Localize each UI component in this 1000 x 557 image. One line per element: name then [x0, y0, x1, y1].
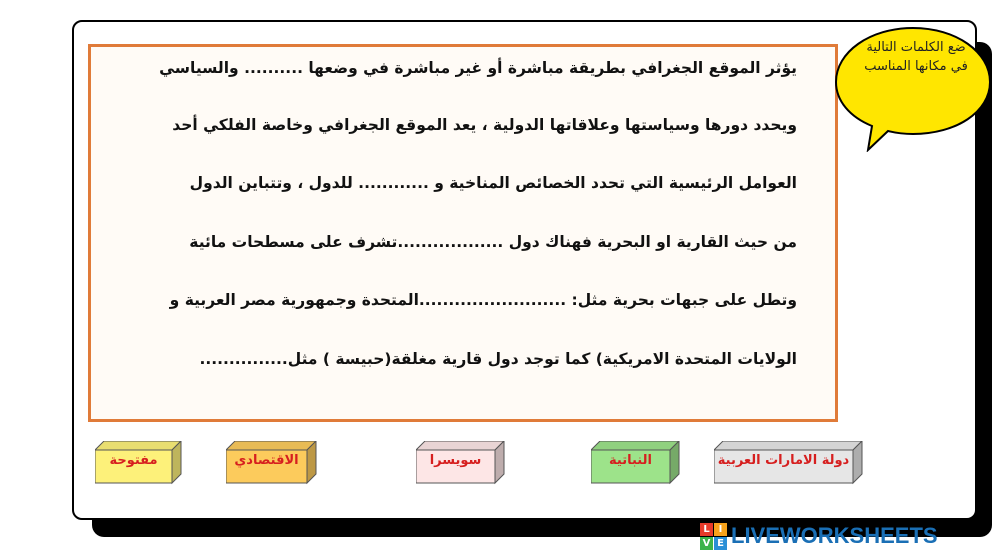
passage-line-1: يؤثر الموقع الجغرافي بطريقة مباشرة أو غير مباشرة في وضعها .......... والسياسي [159, 59, 797, 77]
instruction-speech-bubble [828, 22, 998, 152]
logo-letter-i: I [714, 523, 727, 536]
logo-badge-icon [700, 523, 727, 550]
passage-box [88, 44, 838, 422]
word-chip-label: النباتية [609, 453, 652, 468]
passage-line-4: من حيث القارية او البحرية فهناك دول ..................تشرف على مسطحات مائية [189, 233, 797, 251]
passage-line-2: ويحدد دورها وسياستها وعلاقاتها الدولية ، يعد الموقع الجغرافي وخاصة الفلكي أحد [172, 116, 797, 134]
word-chip-label: مفتوحة [109, 453, 158, 468]
logo-text: LIVEWORKSHEETS [731, 523, 938, 548]
word-chip-3[interactable] [416, 441, 504, 485]
word-chip-4[interactable] [591, 441, 679, 485]
passage-line-6: الولايات المتحدة الامريكية) كما توجد دول قارية مغلقة(حبيسة ) مثل............... [199, 350, 797, 368]
instruction-text: ضع الكلمات التالية في مكانها المناسب [864, 40, 968, 74]
word-chip-label: الاقتصادي [234, 453, 299, 468]
word-chip-label: دولة الامارات العربية [717, 453, 850, 468]
word-chip-2[interactable] [226, 441, 316, 485]
logo-letter-e: E [714, 537, 727, 550]
logo-letter-l: L [700, 523, 713, 536]
logo-letter-v: V [700, 537, 713, 550]
passage-line-3: العوامل الرئيسية التي تحدد الخصائص المناخية و ............ للدول ، وتتباين الدول [189, 174, 797, 192]
passage-line-5: وتطل على جبهات بحرية مثل: .........................المتحدة وجمهورية مصر العربية و [169, 291, 797, 309]
word-chip-1[interactable] [95, 441, 181, 485]
word-chip-label: سويسرا [429, 453, 482, 468]
liveworksheets-logo[interactable] [700, 522, 938, 550]
word-chip-5[interactable] [714, 441, 862, 485]
